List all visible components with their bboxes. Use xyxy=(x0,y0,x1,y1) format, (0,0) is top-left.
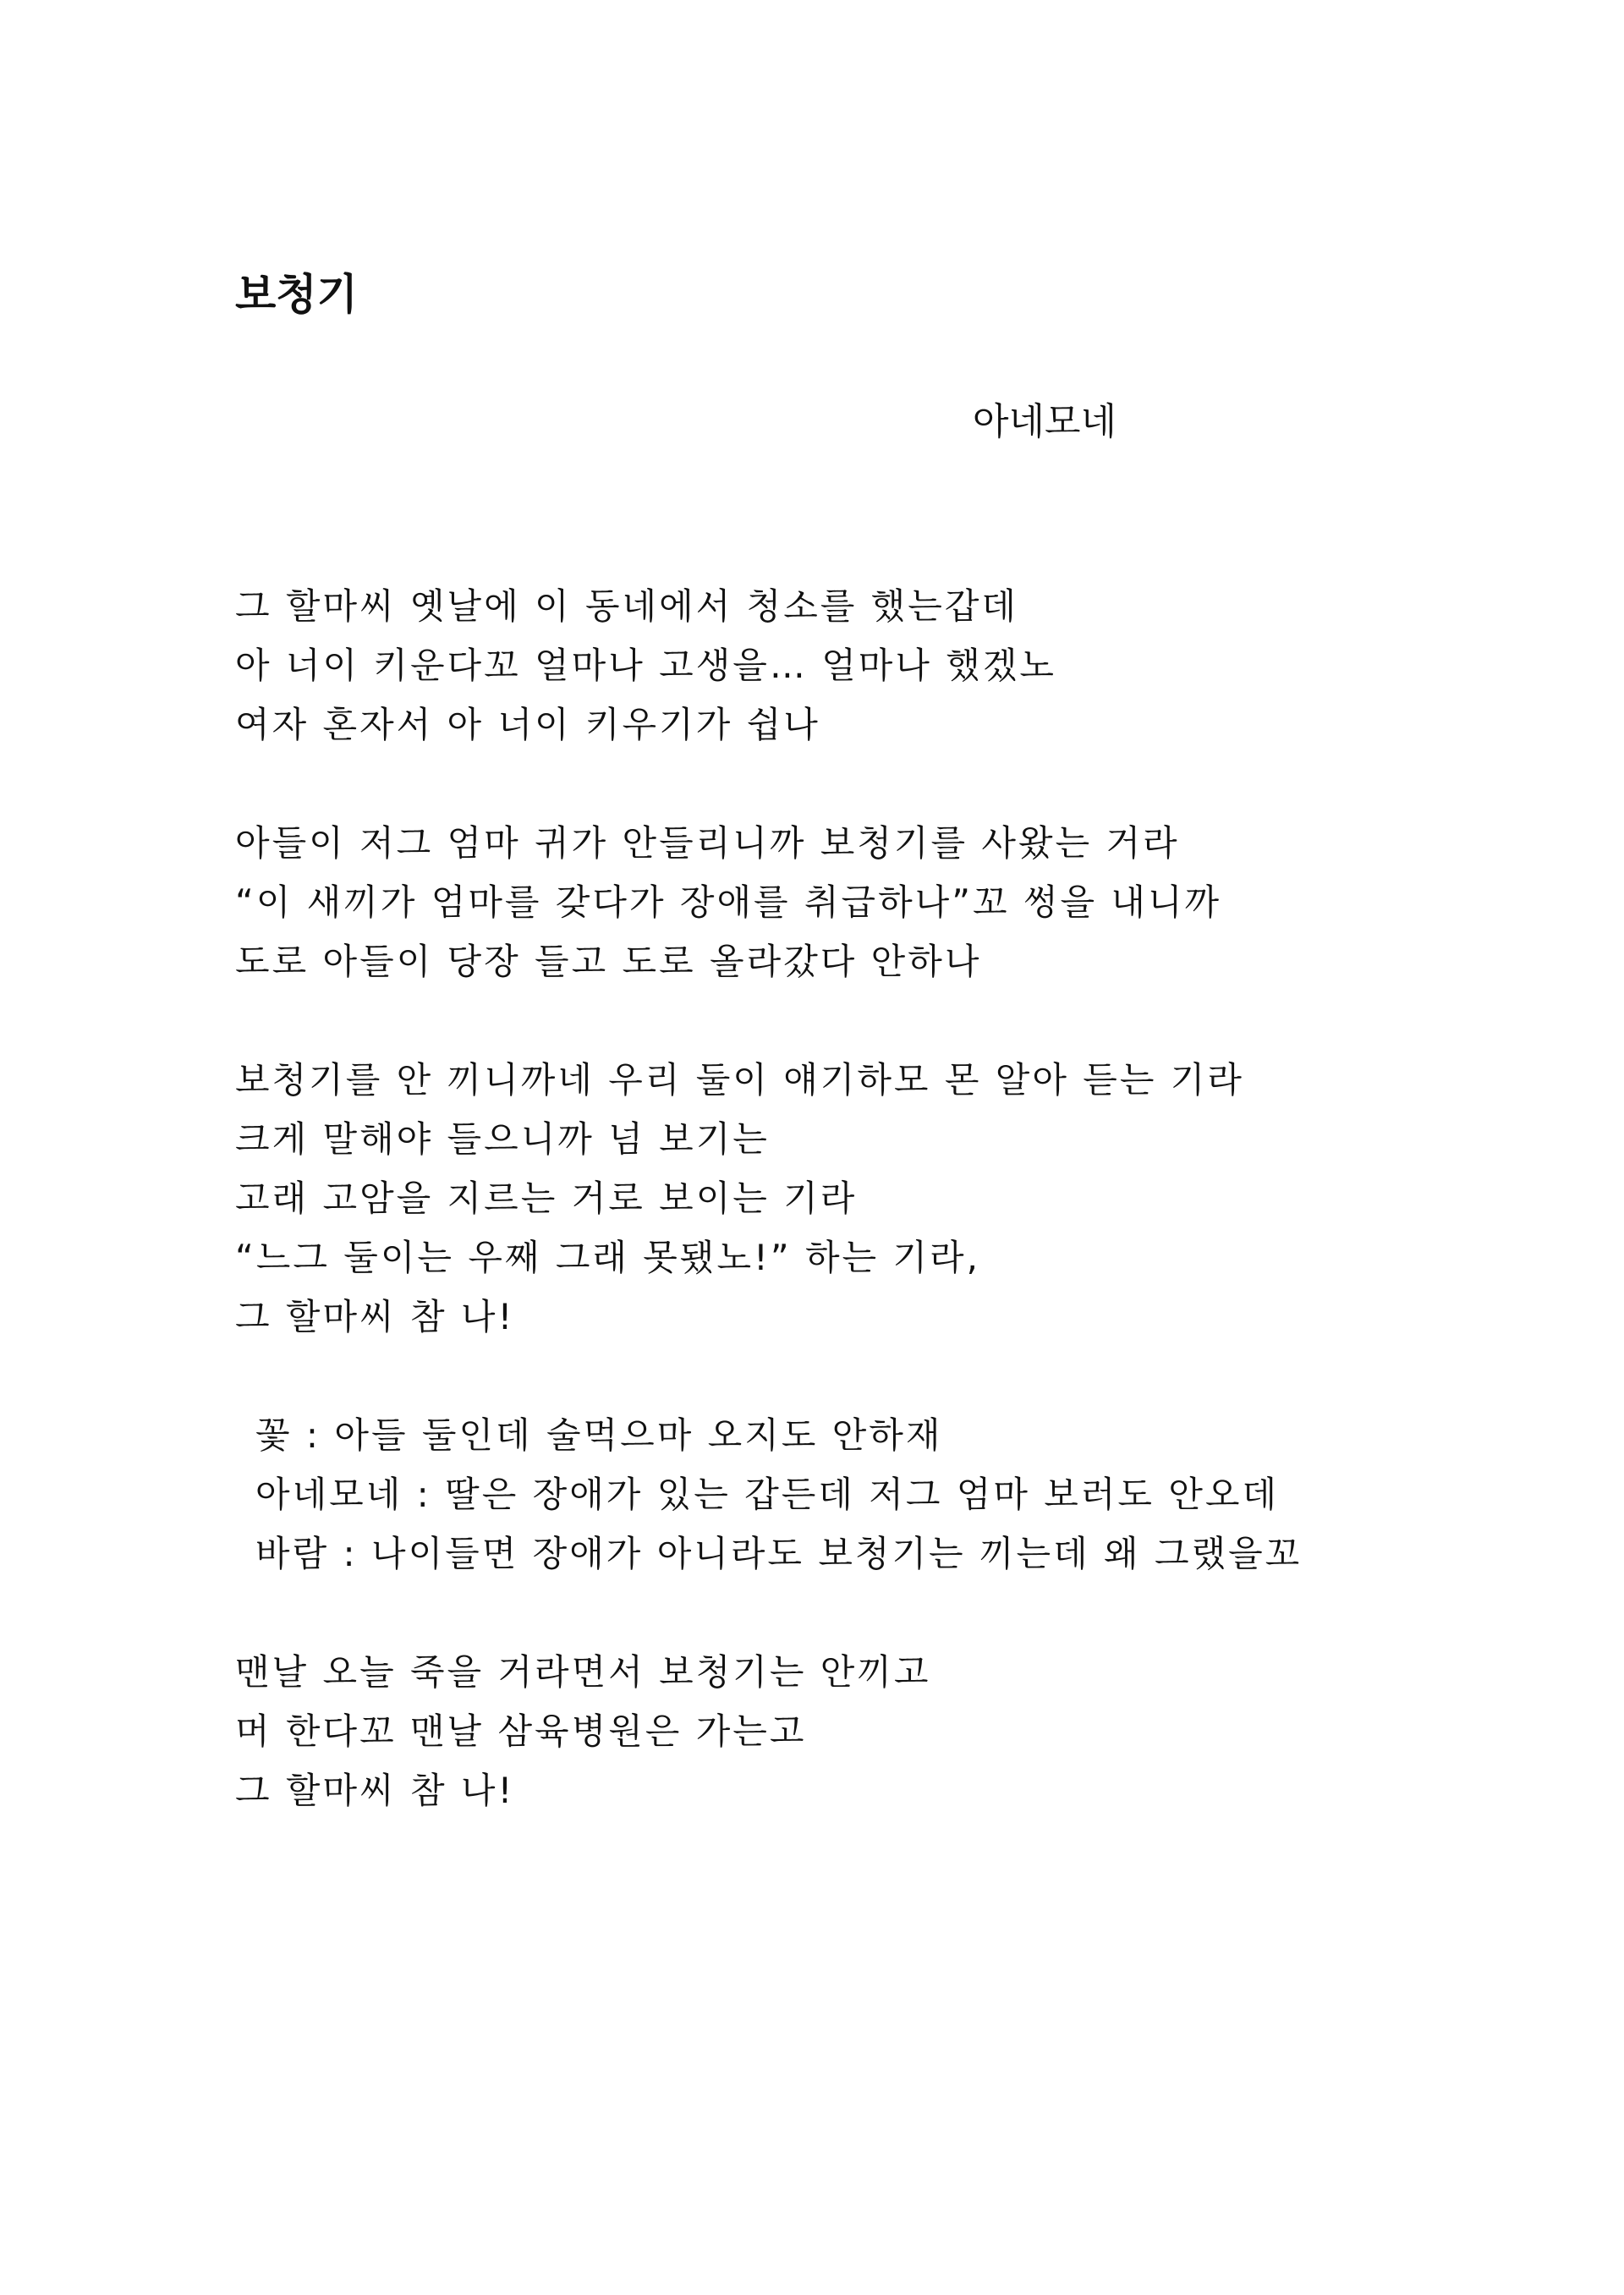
poem-line: 도로 아들이 당장 들고 도로 올라갔다 안하나 xyxy=(235,941,982,982)
poem-line: 그 할마씨 참 나! xyxy=(235,1296,515,1337)
poem-body xyxy=(235,577,1555,1880)
poem-line: 아들이 저그 엄마 귀가 안들리니까 보청기를 사왔는 거라 xyxy=(235,822,1180,864)
poem-author: 아네모네 xyxy=(973,400,1117,443)
poem-title: 보청기 xyxy=(235,269,358,319)
poem-line: “느그 둘이는 우째 그래 못됐노!” 하는 기라, xyxy=(235,1237,980,1278)
poem-line: 맨날 오늘 죽을 거라면서 보청기는 안끼고 xyxy=(235,1651,931,1693)
poem-line: 여자 혼자서 아 너이 키우기가 쉽나 xyxy=(235,704,820,745)
comment-stanza xyxy=(235,1406,1555,1584)
stanza-2 xyxy=(235,814,1555,991)
poem-line: 그 할마씨 참 나! xyxy=(235,1770,515,1811)
poem-line: 머 한다꼬 맨날 삼육병원은 가는고 xyxy=(235,1710,807,1752)
comment-line: 꽃 : 아들 둘인데 술먹으마 오지도 안하재 xyxy=(255,1414,943,1456)
poem-line: 그 할마씨 옛날에 이 동네에서 청소를 했는갑데 xyxy=(235,585,1018,627)
comment-line: 아네모네 : 딸은 장애가 있는 갑든데 저그 엄마 보러도 안오데 xyxy=(255,1474,1280,1515)
poem-line: 아 너이 키운다꼬 얼마나 고생을… 얼마나 했겠노 xyxy=(235,645,1056,686)
stanza-3 xyxy=(235,1051,1555,1347)
stanza-5 xyxy=(235,1643,1555,1820)
comment-line: 바람 : 나이들면 장애가 아니라도 보청기는 끼는데 왜 그랬을꼬 xyxy=(255,1533,1303,1574)
poem-line: 보청기를 안 끼니까네 우리 둘이 얘기하모 몬 알아 듣는 기라 xyxy=(235,1059,1244,1101)
poem-line: “이 새끼가 엄마를 갖다가 장애를 취급하나”꼬 썽을 내니까 xyxy=(235,881,1222,923)
poem-line: 고래 고암을 지르는 거로 보이는 기라 xyxy=(235,1178,858,1219)
stanza-1 xyxy=(235,577,1555,755)
poem-line: 크게 말해야 들으니까 넘 보기는 xyxy=(235,1118,770,1160)
